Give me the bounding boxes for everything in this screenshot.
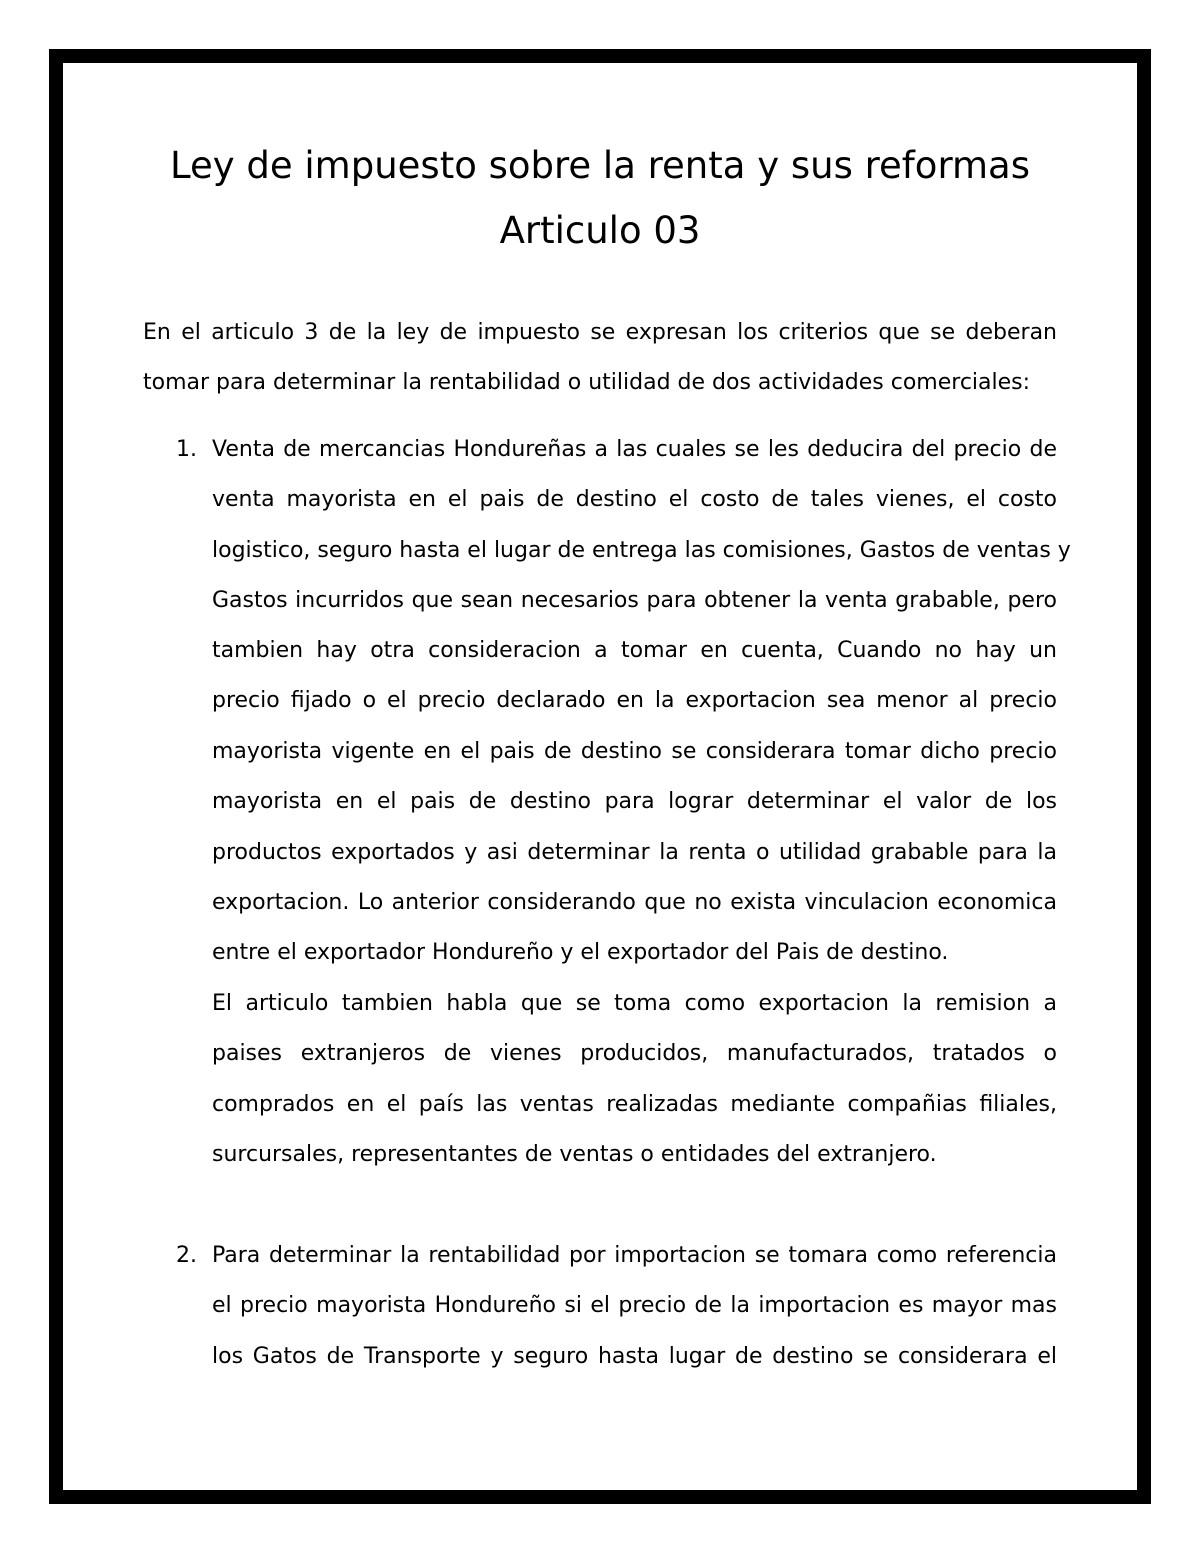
list-item-line: precio fijado o el precio declarado en la exportacion sea menor al precio <box>212 688 1057 713</box>
list-item-continuation-line: paises extranjeros de vienes producidos, manufacturados, tratados o <box>212 1041 1057 1066</box>
intro-line: tomar para determinar la rentabilidad o utilidad de dos actividades comerciales: <box>143 370 1031 395</box>
document-title: Ley de impuesto sobre la renta y sus reformas <box>170 144 1030 187</box>
list-marker: 2. <box>176 1243 197 1268</box>
list-item-line: mayorista en el pais de destino para lograr determinar el valor de los <box>212 789 1057 814</box>
list-item-line: entre el exportador Hondureño y el exportador del Pais de destino. <box>212 940 949 965</box>
list-item-continuation-line: surcursales, representantes de ventas o entidades del extranjero. <box>212 1142 937 1167</box>
list-item-line: Gastos incurridos que sean necesarios para obtener la venta grabable, pero <box>212 588 1057 613</box>
list-item-line: Para determinar la rentabilidad por importacion se tomara como referencia <box>212 1243 1057 1268</box>
list-item-line: tambien hay otra consideracion a tomar en cuenta, Cuando no hay un <box>212 638 1057 663</box>
list-item-continuation-line: El articulo tambien habla que se toma como exportacion la remision a <box>212 991 1057 1016</box>
list-item-line: mayorista vigente en el pais de destino se considerara tomar dicho precio <box>212 739 1057 764</box>
list-marker: 1. <box>176 437 197 462</box>
intro-line: En el articulo 3 de la ley de impuesto se expresan los criterios que se deberan <box>143 320 1057 345</box>
list-item-line: logistico, seguro hasta el lugar de entrega las comisiones, Gastos de ventas y <box>212 538 1071 563</box>
page-border <box>49 49 1151 1504</box>
list-item-continuation-line: comprados en el país las ventas realizadas mediante compañias filiales, <box>212 1092 1057 1117</box>
list-item-line: el precio mayorista Hondureño si el precio de la importacion es mayor mas <box>212 1293 1057 1318</box>
list-item-line: Venta de mercancias Hondureñas a las cuales se les deducira del precio de <box>212 437 1057 462</box>
document-subtitle: Articulo 03 <box>499 209 701 252</box>
list-item-line: los Gatos de Transporte y seguro hasta lugar de destino se considerara el <box>212 1344 1057 1369</box>
list-item-line: exportacion. Lo anterior considerando que no exista vinculacion economica <box>212 890 1057 915</box>
list-item-line: productos exportados y asi determinar la renta o utilidad grabable para la <box>212 840 1057 865</box>
list-item-line: venta mayorista en el pais de destino el costo de tales vienes, el costo <box>212 487 1057 512</box>
